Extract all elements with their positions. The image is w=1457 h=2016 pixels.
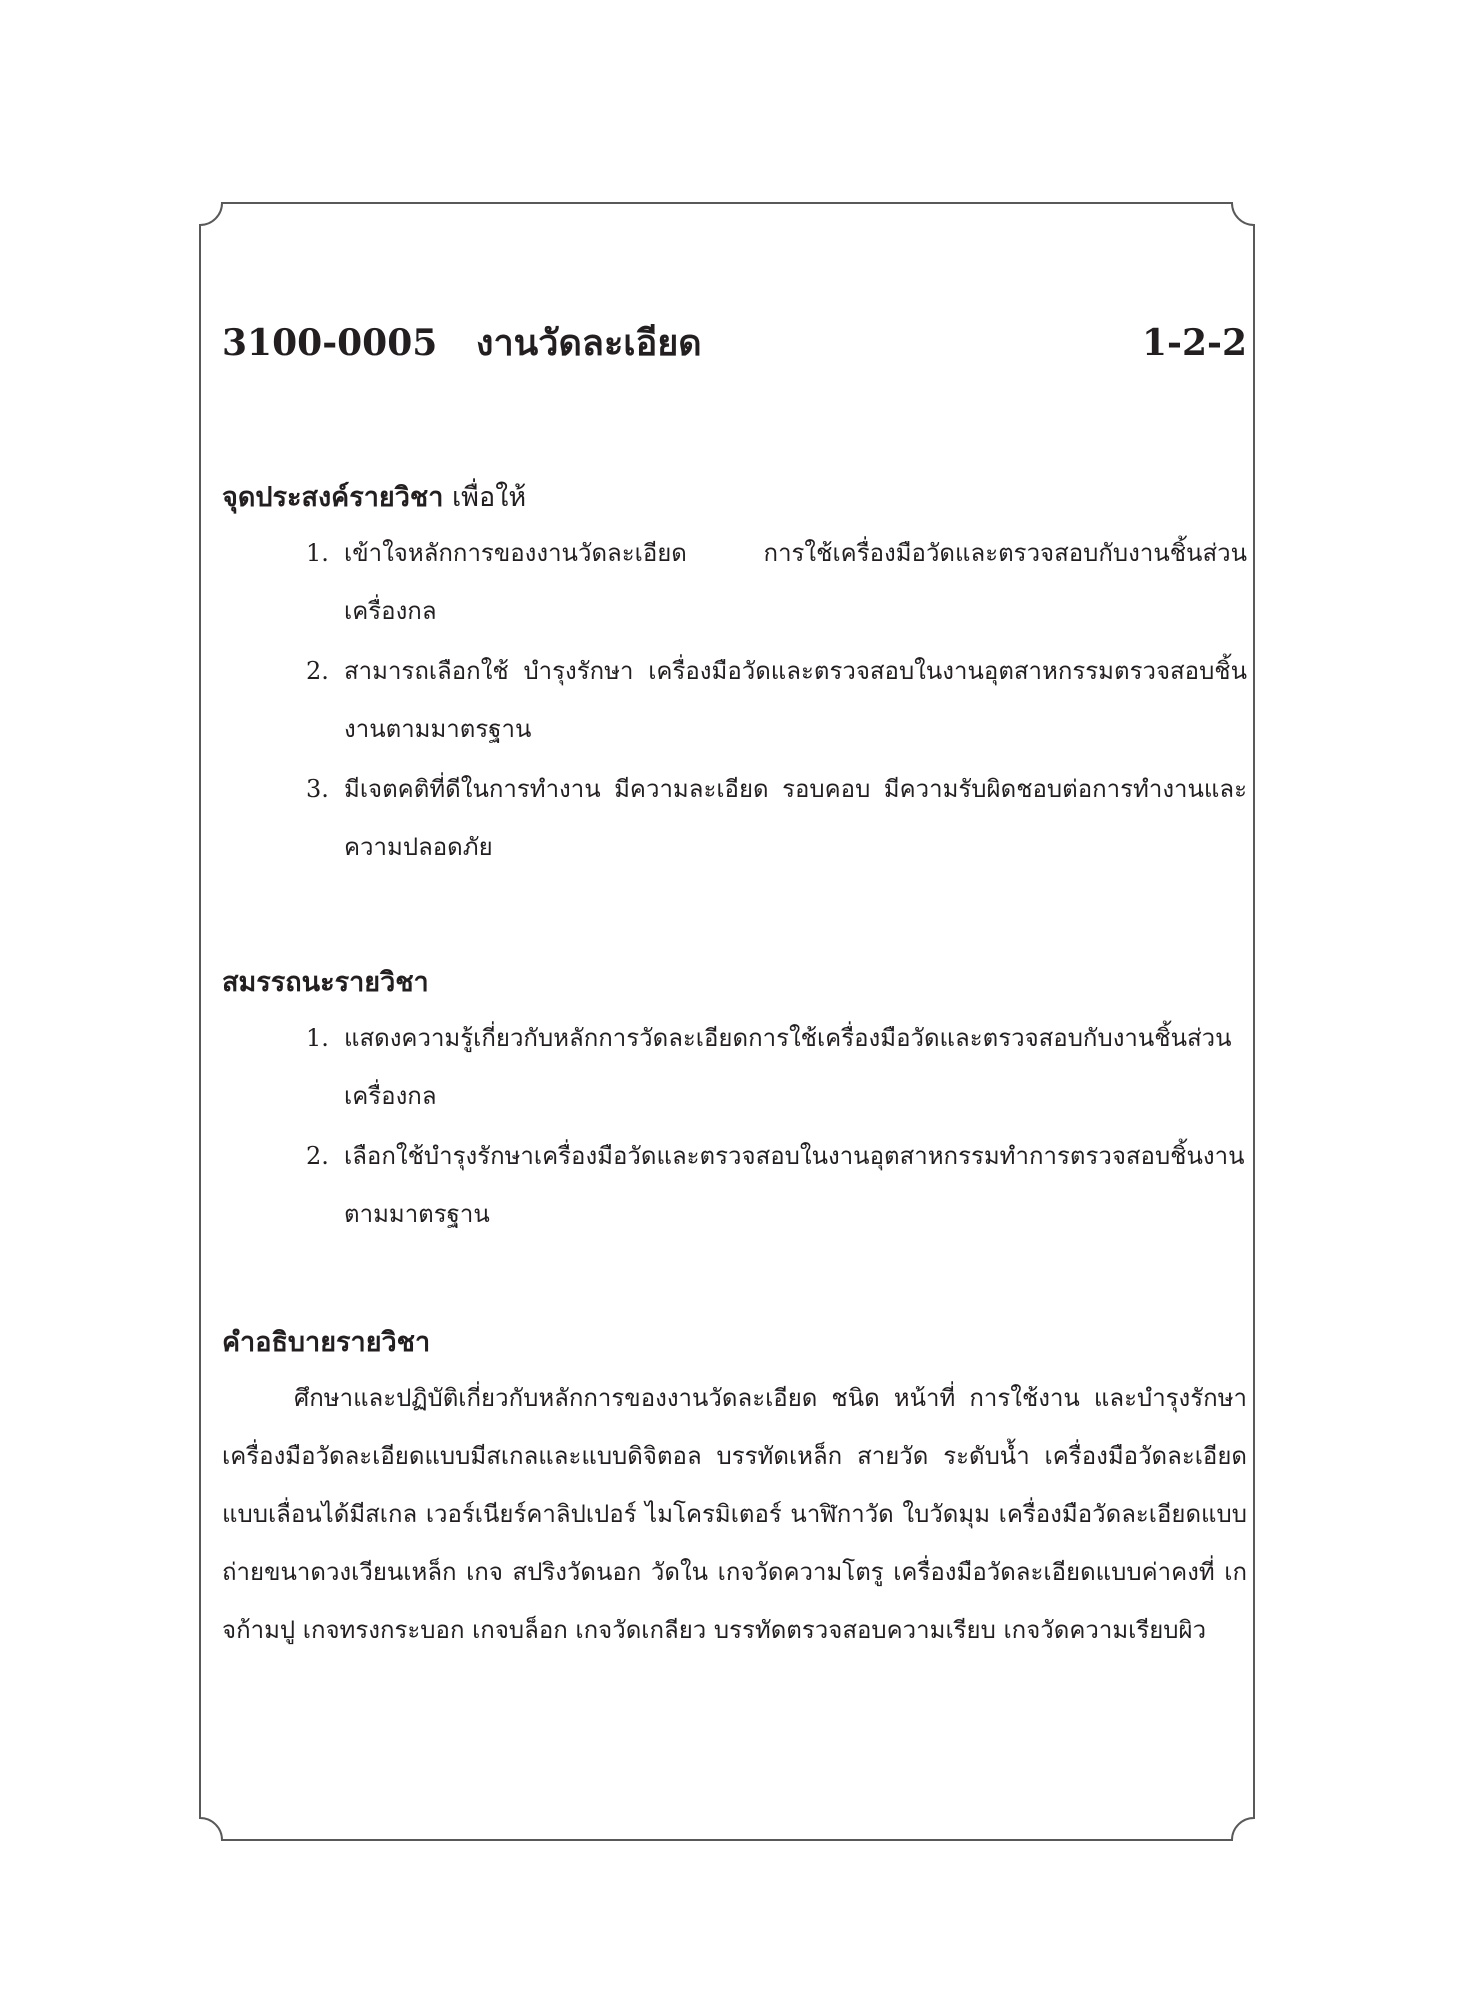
objective-number: 2. [306,657,329,686]
description-heading-line [222,1327,1247,1359]
competency-number: 2. [306,1142,329,1171]
description-text: ศึกษาและปฏิบัติเกี่ยวกับหลักการของงานวัดละเอียด ชนิด หน้าที่ การใช้งาน และบำรุงรักษา เครื่องมือวัดละเอียดแบบมีสเกลและแบบดิจิตอล บรรทัดเหล็ก สายวัด ระดับน้ำ เครื่องมือวัดละเอียดแบบเลื่อนได้มีสเกล เวอร์เนียร์คาลิปเปอร์ ไมโครมิเตอร์ นาฬิกาวัด ใบวัดมุม เครื่องมือวัดละเอียดแบบถ่ายขนาดวงเวียนเหล็ก เกจ สปริงวัดนอก วัดใน เกจวัดความโตรู เครื่องมือวัดละเอียดแบบค่าคงที่ เกจก้ามปู เกจทรงกระบอก เกจบล็อก เกจวัดเกลียว บรรทัดตรวจสอบความเรียบ เกจวัดความเรียบผิว [222,1384,1247,1645]
course-document [222,322,1247,1645]
competency-text: เลือกใช้บำรุงรักษาเครื่องมือวัดและตรวจสอบในงานอุตสาหกรรมทำการตรวจสอบชิ้นงานตามมาตรฐาน [344,1142,1245,1229]
competency-text: แสดงความรู้เกี่ยวกับหลักการวัดละเอียดการใช้เครื่องมือวัดและตรวจสอบกับงานชิ้นส่วนเครื่องกล [344,1024,1232,1111]
course-code: 3100-0005 [222,322,438,364]
competencies-section [222,967,1247,1243]
competencies-heading-line [222,967,1247,999]
objectives-list [222,524,1247,876]
competency-number: 1. [306,1024,329,1053]
objective-text: สามารถเลือกใช้ บำรุงรักษา เครื่องมือวัดและตรวจสอบในงานอุตสาหกรรมตรวจสอบชิ้นงานตามมาตรฐาน [344,657,1247,744]
objective-item [306,524,1247,640]
objective-item [306,642,1247,758]
description-heading: คำอธิบายรายวิชา [222,1327,431,1358]
competencies-heading: สมรรถนะรายวิชา [222,967,429,998]
course-title-group [222,322,702,365]
objective-number: 1. [306,539,329,568]
competencies-list [222,1009,1247,1243]
objective-number: 3. [306,775,329,804]
description-section [222,1327,1247,1659]
course-header [222,322,1247,365]
course-credits: 1-2-2 [1141,322,1247,364]
course-name: งานวัดละเอียด [475,322,702,364]
objectives-intro: เพื่อให้ [451,482,527,513]
competency-item [306,1127,1247,1243]
objective-item [306,760,1247,876]
objectives-heading: จุดประสงค์รายวิชา [222,482,444,513]
objective-text: มีเจตคติที่ดีในการทำงาน มีความละเอียด รอบคอบ มีความรับผิดชอบต่อการทำงานและความปลอดภัย [344,775,1247,862]
competency-item [306,1009,1247,1125]
objective-text: เข้าใจหลักการของงานวัดละเอียด การใช้เครื่องมือวัดและตรวจสอบกับงานชิ้นส่วนเครื่องกล [344,539,1247,626]
objectives-section [222,482,1247,876]
objectives-heading-line [222,482,1247,514]
